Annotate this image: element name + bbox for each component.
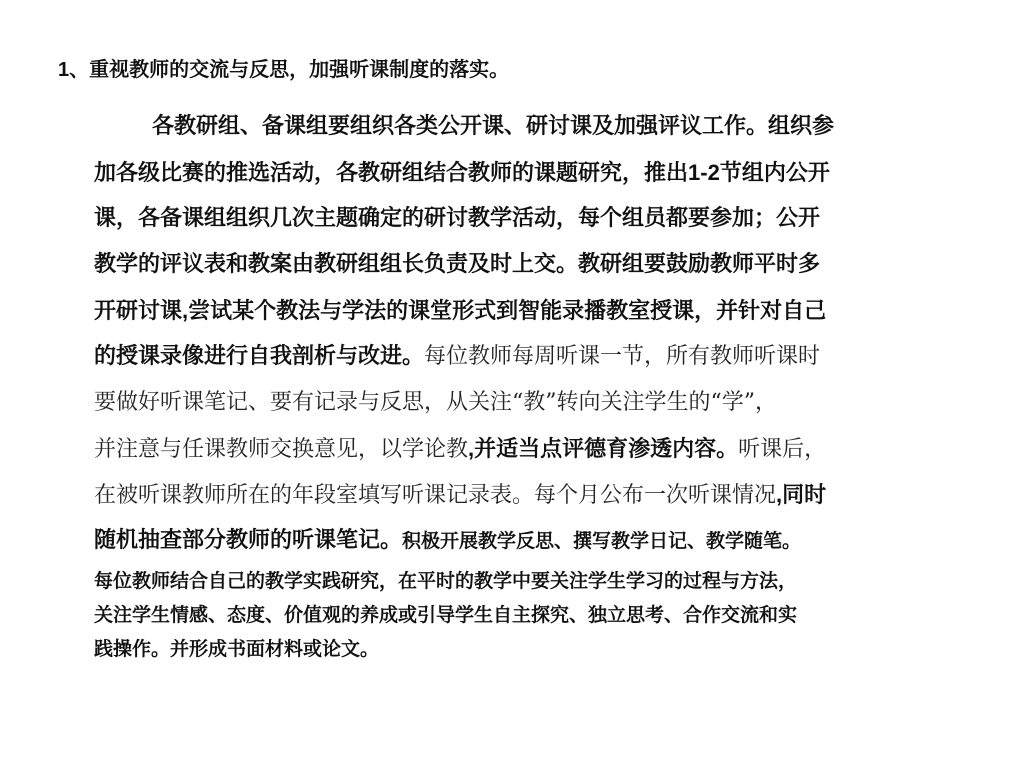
paragraph-line-6-a: 的授课录像进行自我剖析与改进。	[94, 344, 425, 369]
paragraph-line-8-b: ,	[468, 436, 475, 461]
paragraph-line-9-a: 在被听课教师所在的年段室填写听课记录表。每个月公布一次听课情况	[94, 483, 777, 508]
paragraph-line-5-c: 尝试某个教法与学法的课堂形式到智能录播教室授课，并针对自己	[188, 299, 827, 324]
paragraph-line-3: 课，各备课组组织几次主题确定的研讨教学活动，每个组员都要参加；公开	[94, 206, 821, 231]
tail-line-2: 关注学生情感、态度、价值观的养成或引导学生自主探究、独立思考、合作交流和实	[94, 604, 798, 626]
section-heading	[58, 52, 958, 87]
paragraph-line-10	[94, 518, 960, 564]
paragraph-line-6-b: 每位教师每周听课一节，所有教师听课时	[424, 344, 821, 369]
paragraph-line-6	[94, 334, 960, 380]
paragraph-line-8	[94, 426, 960, 472]
paragraph-line-2	[94, 150, 960, 196]
paragraph-line-10-b: 积极开展教学反思、撰写教学日记、教学随笔。	[402, 530, 802, 552]
heading-text: 、重视教师的交流与反思，加强听课制度的落实。	[69, 57, 510, 81]
paragraph-line-4: 教学的评议表和教案由教研组组长负责及时上交。教研组要鼓励教师平时多	[94, 252, 821, 277]
paragraph-line-9	[94, 472, 960, 518]
paragraph-line-1: 各教研组、备课组要组织各类公开课、研讨课及加强评议工作。组织参	[152, 114, 835, 139]
paragraph-line-2-c: 节组内公开	[719, 161, 830, 186]
paragraph-line-2-b: 1-2	[688, 160, 720, 185]
paragraph-line-7: 要做好听课笔记、要有记录与反思，从关注“教”转向关注学生的“学”，	[94, 390, 777, 415]
paragraph-line-9-c: 同时	[782, 483, 827, 508]
tail-line-1: 每位教师结合自己的教学实践研究，在平时的教学中要关注学生学习的过程与方法，	[94, 570, 798, 592]
paragraph-line-5-a: 开研讨课	[94, 299, 183, 324]
paragraph-line-10-a: 随机抽查部分教师的听课笔记。	[94, 528, 403, 553]
main-paragraph	[94, 104, 960, 564]
paragraph-line-9-b: ,	[776, 482, 783, 507]
heading-number: 1	[58, 59, 70, 81]
tail-paragraph	[94, 564, 960, 666]
paragraph-line-2-a: 加各级比赛的推选活动，各教研组结合教师的课题研究，推出	[94, 161, 689, 186]
paragraph-line-8-a: 并注意与任课教师交换意见，以学论教	[94, 437, 469, 462]
paragraph-line-8-c: 并适当点评德育渗透内容。	[474, 437, 739, 462]
tail-line-3: 践操作。并形成书面材料或论文。	[94, 638, 380, 660]
paragraph-line-5	[94, 288, 960, 334]
paragraph-line-5-b: ,	[182, 298, 189, 323]
paragraph-line-8-d: 听课后，	[738, 437, 827, 462]
